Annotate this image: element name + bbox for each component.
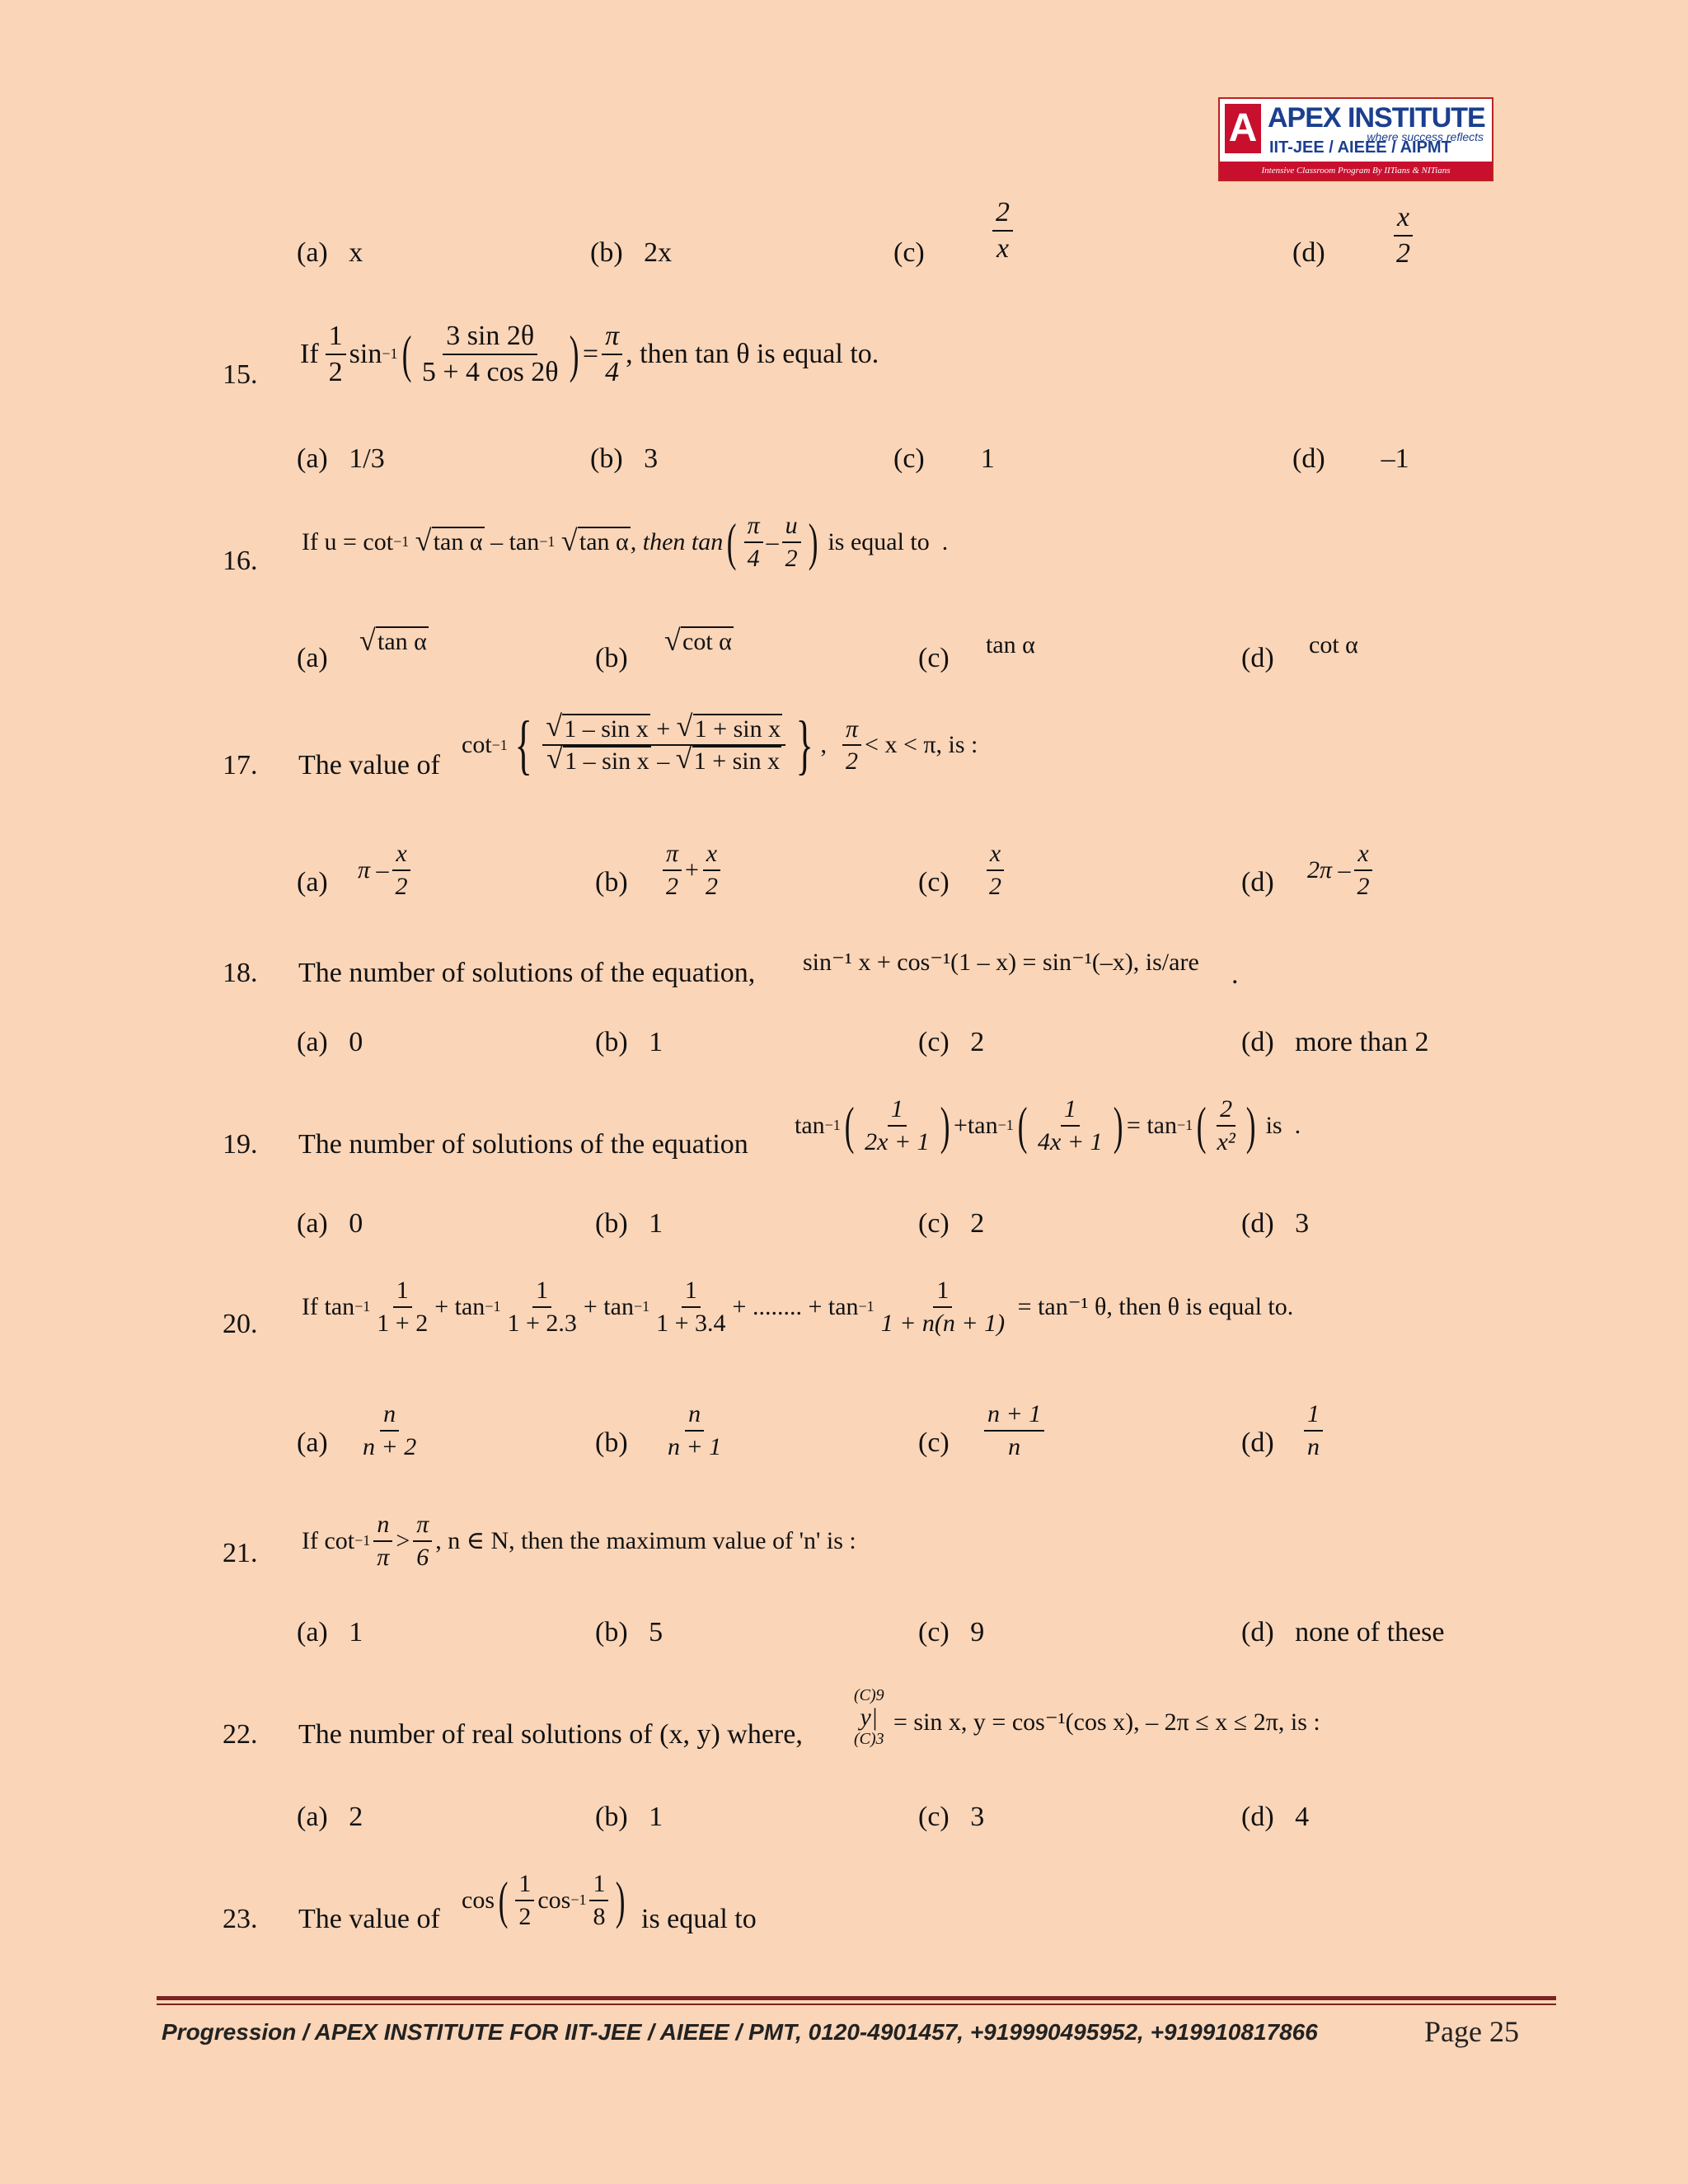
q18-option-c: (c) 2 (918, 1027, 985, 1057)
q22-option-b: (b) 1 (595, 1802, 663, 1832)
q20-option-b-label: (b) (595, 1427, 628, 1458)
footer-rule-thin (157, 2004, 1556, 2005)
q18-equation: sin⁻¹ x + cos⁻¹(1 – x) = sin⁻¹(–x), is/are (803, 949, 1199, 976)
q14-option-d-label: (d) (1292, 237, 1325, 268)
q16-option-c: tan α (986, 631, 1035, 658)
q16-option-d: cot α (1309, 631, 1358, 658)
q16-statement: If u = cot −1 √ tan α – tan −1 √ tan α , then tan ( $\frac{\pi}{4}$ – $\frac{u}{2}$ ) is equal to . (302, 512, 949, 572)
q18-dot: . (1231, 959, 1239, 990)
q17-option-a-label: (a) (297, 867, 328, 898)
q22-option-c: (c) 3 (918, 1802, 985, 1832)
q17-option-d: 2π – $\frac{x}{2}$ (1307, 841, 1376, 899)
q14-option-c-fraction: $\frac{2}{x}$ (989, 198, 1016, 263)
q22-lead: The number of real solutions of (x, y) where, (298, 1719, 803, 1750)
q17-option-a: π – $\frac{x}{2}$ (358, 841, 415, 899)
logo-tagline: where success reflects (1367, 130, 1484, 143)
q19-equation: tan −1 ( $\frac{1}{2x + 1}$ ) + tan −1 ( $\frac{1}{4x + 1}$ ) = tan −1 ( $\frac{2}{\text{x²}}$ ) is . (795, 1095, 1301, 1155)
q15-number: 15. (223, 359, 258, 390)
q22-option-a: (a) 2 (297, 1802, 363, 1832)
q20-option-b: $\frac{n}{n + 1}$ (668, 1400, 722, 1460)
q22-number: 22. (223, 1719, 258, 1750)
q23-lead: The value of (298, 1904, 440, 1934)
q20-number: 20. (223, 1309, 258, 1339)
q15-option-c: (c) 1 (893, 443, 995, 474)
footer-text: Progression / APEX INSTITUTE FOR IIT-JEE / AIEEE / PMT, 0120-4901457, +919990495952, +919910817866 (162, 2019, 1318, 2045)
q18-option-d: (d) more than 2 (1241, 1027, 1429, 1057)
q18-option-a: (a) 0 (297, 1027, 363, 1057)
q14-option-a: (a) x (297, 237, 363, 268)
q14-option-c-label: (c) (893, 237, 925, 268)
logo-name: APEX INSTITUTE (1268, 102, 1485, 134)
logo-mark: A (1225, 104, 1261, 153)
q20-option-a: $\frac{n}{n + 2}$ (363, 1400, 417, 1460)
q21-option-d: (d) none of these (1241, 1617, 1445, 1647)
q14-option-d-fraction: $\frac{x}{2}$ (1390, 203, 1417, 268)
q20-option-c-label: (c) (918, 1427, 950, 1458)
q19-lead: The number of solutions of the equation (298, 1129, 748, 1160)
q19-option-a: (a) 0 (297, 1208, 363, 1239)
q15-option-d: (d) –1 (1292, 443, 1409, 474)
q22-option-d: (d) 4 (1241, 1802, 1310, 1832)
q17-option-b-label: (b) (595, 867, 628, 898)
q16-option-c-label: (c) (918, 643, 950, 673)
q21-statement: If cot −1 $\frac{n}{\pi}$ > $\frac{\pi}{6}$ , n ∈ N, then the maximum value of 'n' is : (302, 1511, 856, 1571)
q23-expression: cos ( $\frac{1}{2}$ cos −1 $\frac{1}{8}$ ) (462, 1870, 626, 1930)
q17-option-c-label: (c) (918, 867, 950, 898)
q22-equation: = sin x, y = cos⁻¹(cos x), – 2π ≤ x ≤ 2π, is : (893, 1708, 1320, 1736)
q21-number: 21. (223, 1538, 258, 1568)
q15-option-b: (b) 3 (590, 443, 659, 474)
q17-expression: cot −1 { √ 1 – sin x + √ 1 + sin x √ 1 – sin x – √ 1 + sin x } , $\frac{\pi}{2}$ < x < π, is : (462, 709, 978, 781)
q17-option-b: $\frac{\pi}{2}$ + $\frac{x}{2}$ (659, 841, 724, 899)
q18-option-b: (b) 1 (595, 1027, 663, 1057)
q21-option-a: (a) 1 (297, 1617, 363, 1647)
q19-option-d: (d) 3 (1241, 1208, 1310, 1239)
footer-rule (157, 1996, 1556, 2000)
q18-number: 18. (223, 958, 258, 988)
q21-option-b: (b) 5 (595, 1617, 663, 1647)
q22-y-evaluated: (C)9 y| (C)3 (854, 1686, 884, 1748)
q18-lead: The number of solutions of the equation, (298, 958, 756, 988)
q14-option-b: (b) 2x (590, 237, 673, 268)
page-number: Page 25 (1424, 2015, 1519, 2048)
q17-option-c: $\frac{x}{2}$ (982, 841, 1008, 899)
q16-number: 16. (223, 546, 258, 576)
q15-option-a: (a) 1/3 (297, 443, 385, 474)
logo-band: Intensive Classroom Program By IITians & NITians (1220, 162, 1492, 180)
q19-number: 19. (223, 1129, 258, 1160)
q20-option-c: $\frac{n + 1}{n}$ (981, 1401, 1048, 1460)
q16-option-a: √ tan α (359, 624, 427, 657)
q20-option-d: $\frac{1}{n}$ (1301, 1401, 1326, 1460)
q20-option-a-label: (a) (297, 1427, 328, 1458)
q16-option-b-label: (b) (595, 643, 628, 673)
q16-option-a-label: (a) (297, 643, 328, 673)
q17-number: 17. (223, 750, 258, 780)
q19-option-c: (c) 2 (918, 1208, 985, 1239)
q16-option-d-label: (d) (1241, 643, 1274, 673)
q15-statement: If $\frac{1}{2}$ sin −1 ( $\frac{3 \sin 2\theta}{5 + 4 \cos 2\theta}$ ) = $\frac{\pi}{4}$ , then tan θ is equal to . (300, 321, 879, 387)
q17-lead: The value of (298, 750, 440, 780)
logo-exams: IIT-JEE / AIEEE / AIPMT (1269, 138, 1451, 157)
q19-option-b: (b) 1 (595, 1208, 663, 1239)
q20-option-d-label: (d) (1241, 1427, 1274, 1458)
q21-option-c: (c) 9 (918, 1617, 985, 1647)
q17-option-d-label: (d) (1241, 867, 1274, 898)
q23-number: 23. (223, 1904, 258, 1934)
q23-tail: is equal to (641, 1904, 757, 1934)
institute-logo (1218, 97, 1493, 181)
q20-statement: If tan −1 $\frac{1}{1 + 2}$ + tan −1 $\frac{1}{1 + 2.3}$ + tan −1 $\frac{1}{1 + 3.4}$ + ........ + tan −1 $\frac{1}{1 + n(n + 1)}$ = tan⁻¹ θ, then θ is equal to. (302, 1277, 1294, 1337)
q16-option-b: √ cot α (664, 624, 732, 657)
